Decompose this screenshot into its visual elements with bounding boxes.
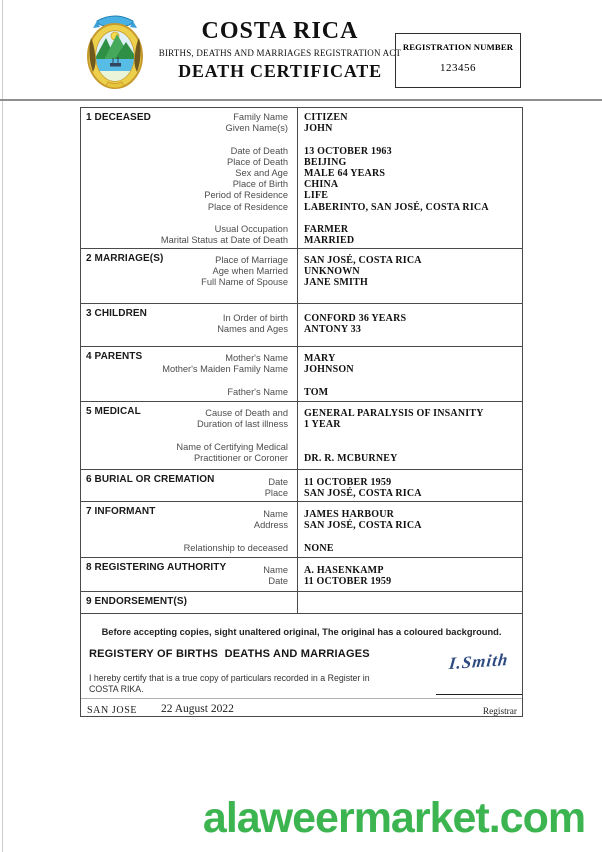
section-5: [81, 401, 522, 469]
field-label: [81, 375, 293, 386]
field-value: ANTONY 33: [304, 324, 362, 336]
field-row: [81, 520, 522, 531]
section-title: 5 MEDICAL: [86, 406, 141, 417]
field-value: [293, 430, 304, 441]
field-row: [81, 213, 522, 224]
field-value: 13 OCTOBER 1963: [304, 145, 392, 157]
field-row: [81, 190, 522, 201]
field-value: 11 OCTOBER 1959: [304, 477, 392, 488]
field-value: JOHNSON: [304, 364, 354, 376]
field-row: [81, 387, 522, 398]
field-label: Given Name(s): [225, 123, 288, 134]
registration-number-label: REGISTRATION NUMBER: [402, 42, 514, 52]
field-label: Mother's Maiden Family Name: [162, 364, 288, 375]
copy-notice: Before accepting copies, sight unaltered original, The original has a coloured background.: [101, 627, 502, 637]
field-row: [81, 430, 522, 441]
column-divider: [297, 502, 298, 557]
field-row: [81, 543, 522, 554]
certify-statement: [89, 673, 522, 696]
field-row: [81, 277, 522, 288]
field-row: [81, 324, 522, 335]
field-label: [81, 531, 293, 542]
field-row: [81, 576, 522, 587]
field-label: Duration of last illness: [197, 419, 288, 430]
section-title: 7 INFORMANT: [86, 506, 156, 517]
field-label: Mother's Name: [225, 353, 288, 363]
section-title: 8 REGISTERING AUTHORITY: [86, 562, 227, 573]
section-rows: [81, 347, 522, 398]
column-divider: [297, 347, 298, 401]
field-label: Place of Birth: [232, 179, 288, 190]
field-value: MARRIED: [304, 235, 355, 247]
field-row: [81, 531, 522, 542]
certify-line-1: I hereby certify that is a true copy of particulars recorded in a Register in: [89, 673, 370, 683]
field-value: DR. R. MCBURNEY: [304, 452, 398, 464]
field-value: A. HASENKAMP: [304, 565, 384, 576]
section-1: [81, 108, 522, 248]
field-row: [81, 146, 522, 157]
field-value: GENERAL PARALYSIS OF INSANITY: [304, 408, 484, 419]
field-value: MALE 64 YEARS: [304, 167, 386, 179]
field-label: Name: [263, 565, 288, 575]
field-value: BEIJING: [304, 156, 347, 168]
field-value: SAN JOSÉ, COSTA RICA: [304, 520, 422, 532]
field-value: CITIZEN: [304, 112, 348, 123]
section-6: [81, 469, 522, 501]
field-row: [81, 353, 522, 364]
field-row: [81, 364, 522, 375]
field-row: [81, 408, 522, 419]
field-row: [81, 442, 522, 453]
field-label: Full Name of Spouse: [201, 277, 288, 288]
column-divider: [297, 558, 298, 591]
registrar-signature: I.Smith: [447, 649, 509, 674]
site-watermark: alaweermarket.com: [202, 794, 586, 842]
field-row: [81, 235, 522, 246]
registrar-label: Registrar: [482, 707, 517, 717]
column-divider: [297, 470, 298, 501]
field-value: JANE SMITH: [304, 277, 368, 289]
field-label: Place: [264, 488, 288, 499]
section-rows: [81, 402, 522, 464]
section-title: 1 DECEASED: [86, 112, 151, 123]
section-2: [81, 248, 522, 303]
field-label: Family Name: [233, 112, 288, 122]
field-label: [81, 430, 293, 441]
field-row: [81, 266, 522, 277]
section-title: 3 CHILDREN: [86, 308, 148, 319]
field-row: [81, 419, 522, 430]
field-label: Age when Married: [212, 266, 288, 277]
field-value: [293, 531, 304, 542]
section-8: [81, 557, 522, 591]
field-row: [81, 224, 522, 235]
field-row: [81, 313, 522, 324]
field-label: In Order of birth: [222, 313, 288, 323]
registration-number-box: [395, 33, 521, 88]
section-7: [81, 501, 522, 557]
field-label: Date of Death: [230, 145, 288, 156]
field-value: TOM: [304, 386, 329, 398]
section-title: 9 ENDORSEMENT(S): [86, 596, 188, 607]
field-row: [81, 202, 522, 213]
field-row: [81, 179, 522, 190]
field-row: [81, 123, 522, 134]
field-label: Names and Ages: [217, 324, 288, 335]
field-label: Date: [268, 477, 288, 487]
field-label: Address: [253, 520, 288, 531]
field-value: [293, 213, 304, 224]
document-title: DEATH CERTIFICATE: [178, 61, 382, 82]
field-label: Sex and Age: [235, 167, 288, 178]
section-4: [81, 346, 522, 401]
field-label: [81, 134, 293, 145]
field-row: [81, 134, 522, 145]
field-label: Usual Occupation: [214, 223, 288, 234]
field-row: [81, 488, 522, 499]
field-value: SAN JOSÉ, COSTA RICA: [304, 488, 422, 500]
field-value: CHINA: [304, 179, 339, 191]
field-value: JOHN: [304, 123, 333, 135]
section-title: 2 MARRIAGE(S): [86, 253, 164, 264]
section-title: 6 BURIAL OR CREMATION: [86, 474, 215, 485]
field-label: [81, 213, 293, 224]
header-rule: [0, 99, 602, 101]
section-rows: [81, 108, 522, 246]
field-value: [293, 442, 304, 453]
field-label: Cause of Death and: [205, 408, 288, 418]
signature-line: [436, 694, 522, 695]
section-3: [81, 303, 522, 346]
field-value: LIFE: [304, 190, 329, 202]
section-9: [81, 591, 522, 613]
certificate-footer: [81, 613, 522, 716]
section-rows: [81, 304, 522, 335]
field-label: Relationship to deceased: [183, 542, 288, 553]
section-title: 4 PARENTS: [86, 351, 143, 362]
field-value: 11 OCTOBER 1959: [304, 576, 392, 588]
column-divider: [297, 592, 298, 613]
country-title: COSTA RICA: [201, 18, 359, 44]
issue-row: [81, 702, 522, 720]
field-value: NONE: [304, 542, 334, 554]
column-divider: [297, 249, 298, 303]
footer-divider-line: [81, 698, 522, 699]
registration-number-value: 123456: [440, 62, 476, 74]
column-divider: [297, 108, 298, 248]
field-label: Place of Residence: [207, 201, 288, 212]
field-value: UNKNOWN: [304, 266, 360, 278]
field-label: Place of Marriage: [215, 255, 288, 265]
field-label: Period of Residence: [204, 190, 288, 201]
field-label: Practitioner or Coroner: [193, 452, 288, 463]
column-divider: [297, 304, 298, 346]
header-titles: [140, 18, 420, 82]
field-label: Name: [263, 509, 288, 519]
field-row: [81, 453, 522, 464]
issue-date: 22 August 2022: [161, 703, 234, 715]
field-label: Marital Status at Date of Death: [160, 235, 288, 246]
field-label: Name of Certifying Medical: [176, 441, 288, 452]
act-subtitle: BIRTHS, DEATHS AND MARRIAGES REGISTRATION ACT: [158, 48, 402, 59]
field-value: JAMES HARBOUR: [304, 509, 395, 520]
field-value: 1 YEAR: [304, 419, 341, 431]
costa-rica-coat-of-arms-icon: [84, 12, 146, 90]
field-label: Place of Death: [227, 156, 288, 167]
field-row: [81, 168, 522, 179]
field-value: [293, 375, 304, 386]
field-row: [81, 157, 522, 168]
certify-line-2: COSTA RIKA.: [89, 684, 144, 695]
registry-heading: REGISTERY OF BIRTHS DEATHS AND MARRIAGES: [89, 648, 370, 660]
issue-place: SAN JOSE: [87, 705, 138, 716]
field-value: LABERINTO, SAN JOSÉ, COSTA RICA: [304, 201, 489, 213]
field-value: CONFORD 36 YEARS: [304, 313, 407, 324]
field-value: MARY: [304, 353, 336, 364]
certificate-table: [80, 107, 523, 717]
field-value: [293, 134, 304, 145]
column-divider: [297, 402, 298, 469]
field-row: [81, 375, 522, 386]
field-value: SAN JOSÉ, COSTA RICA: [304, 255, 422, 266]
scan-edge-artifact: [2, 0, 3, 852]
field-label: Father's Name: [227, 386, 288, 397]
field-value: FARMER: [304, 223, 349, 235]
field-label: Date: [268, 576, 288, 587]
